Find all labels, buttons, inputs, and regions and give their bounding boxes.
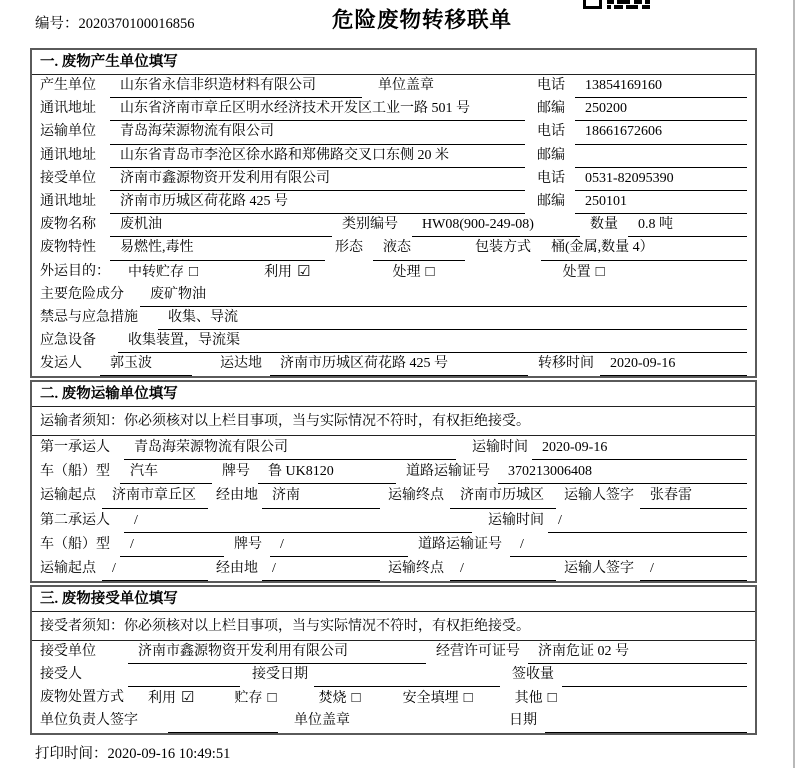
checkbox-icon: □ <box>547 690 557 706</box>
checkbox-checked-icon: ☑ <box>181 690 195 706</box>
disposal-option-other <box>515 687 557 710</box>
section-receiver-title: 三. 废物接受单位填写 <box>32 587 755 612</box>
disposal-option-landfill <box>403 687 473 710</box>
waste-quantity-label: 数量 <box>590 217 618 233</box>
plate-2-label: 牌号 <box>234 536 262 552</box>
row-accept-unit <box>32 641 755 664</box>
road-permit-value: 370213006408 <box>498 460 747 484</box>
route-end-2-value: / <box>450 557 556 581</box>
second-carrier-value: / <box>124 509 472 533</box>
waste-form-label: 形态 <box>335 240 363 256</box>
unit-stamp-label: 单位盖章 <box>378 78 434 93</box>
vehicle-type-2-label: 车（船）型 <box>40 536 110 552</box>
emergency-measures-value: 收集、导流 <box>158 307 747 330</box>
route-via-2-value: / <box>262 557 380 581</box>
vehicle-type-value: 汽车 <box>120 460 212 484</box>
checkbox-icon: □ <box>351 690 361 706</box>
accept-date-label: 接受日期 <box>252 667 308 682</box>
route-via-2-label: 经由地 <box>216 560 258 576</box>
route-start-label: 运输起点 <box>40 488 96 504</box>
shipper-value: 郭玉波 <box>100 353 192 376</box>
transfer-time-value: 2020-09-16 <box>600 353 747 376</box>
destination-label: 运达地 <box>220 356 262 372</box>
section-transporter <box>30 380 757 583</box>
disposal-method-label: 废物处置方式 <box>40 690 124 705</box>
transport-time-value: 2020-09-16 <box>532 436 747 460</box>
producer-zip-label: 邮编 <box>537 101 565 117</box>
producer-unit-label: 产生单位 <box>40 78 96 93</box>
checkbox-checked-icon: ☑ <box>297 263 311 280</box>
document-number-value: 2020370100016856 <box>78 16 195 32</box>
responsible-sign-value <box>168 710 278 733</box>
disposal-option-incinerate <box>319 687 361 710</box>
transport-zip-value <box>575 145 747 168</box>
row-first-carrier <box>32 436 755 460</box>
option-label: 处置 <box>562 264 591 280</box>
row-hazard-component <box>32 284 755 307</box>
route-start-2-value: / <box>102 557 208 581</box>
receiver-notice: 接受者须知：你必须核对以上栏目事项，当与实际情况不符时，有权拒绝接受。 <box>32 612 755 641</box>
disposal-option-utilize <box>148 687 194 710</box>
plate-label: 牌号 <box>222 464 250 480</box>
row-route-2 <box>32 557 755 581</box>
row-second-carrier <box>32 509 755 533</box>
carrier-sign-label: 运输人签字 <box>564 488 634 504</box>
row-transfer-purpose <box>32 261 755 284</box>
row-vehicle-1 <box>32 460 755 484</box>
option-label: 利用 <box>148 691 176 706</box>
section-producer <box>30 48 757 378</box>
option-label: 贮存 <box>234 691 263 706</box>
route-end-label: 运输终点 <box>388 488 444 504</box>
row-route-1 <box>32 484 755 508</box>
accept-unit-label: 接受单位 <box>40 644 96 659</box>
accept-date-value <box>314 664 500 687</box>
producer-unit-value: 山东省永信非织造材料有限公司 <box>110 75 362 98</box>
waste-character-label: 废物特性 <box>40 240 96 256</box>
first-carrier-label: 第一承运人 <box>40 440 110 455</box>
checkbox-icon: □ <box>463 690 473 706</box>
route-via-value: 济南 <box>262 484 380 508</box>
transport-tel-label: 电话 <box>537 124 565 140</box>
transport-unit-label: 运输单位 <box>40 124 96 140</box>
window-edge-divider <box>793 0 795 768</box>
vehicle-type-2-value: / <box>120 533 224 557</box>
row-waste-name <box>32 214 755 237</box>
route-start-2-label: 运输起点 <box>40 560 96 576</box>
plate-2-value: / <box>270 533 408 557</box>
row-producer-unit <box>32 75 755 98</box>
checkbox-icon: □ <box>267 690 277 706</box>
shipper-label: 发运人 <box>40 356 82 372</box>
row-vehicle-2 <box>32 533 755 557</box>
hazard-component-label: 主要危险成分 <box>40 286 124 302</box>
carrier-sign-value: 张春雷 <box>640 484 747 508</box>
transfer-purpose-label: 外运目的： <box>40 263 110 279</box>
emergency-equipment-label: 应急设备 <box>40 333 96 349</box>
transport-address-label: 通讯地址 <box>40 147 96 163</box>
transport-time-2-label: 运输时间 <box>488 512 544 528</box>
packing-value: 桶(金属,数量 4） <box>541 237 747 260</box>
date-value <box>545 710 747 733</box>
option-label: 中转贮存 <box>128 264 184 280</box>
purpose-option-treat <box>393 261 435 284</box>
document-number <box>35 12 195 33</box>
page-title: 危险废物转移联单 <box>332 8 513 32</box>
producer-tel-label: 电话 <box>537 78 565 93</box>
receiver-zip-label: 邮编 <box>537 193 565 209</box>
option-label: 其他 <box>514 691 543 706</box>
road-permit-label: 道路运输证号 <box>406 464 490 480</box>
plate-value: 鲁 UK8120 <box>258 460 396 484</box>
option-label: 焚烧 <box>318 691 347 706</box>
row-waste-character <box>32 237 755 260</box>
destination-value: 济南市历城区荷花路 425 号 <box>270 353 528 376</box>
checkbox-icon: □ <box>595 263 605 280</box>
sign-quantity-label: 签收量 <box>512 667 554 682</box>
date-label: 日期 <box>509 713 537 728</box>
waste-character-value: 易燃性,毒性 <box>110 237 325 260</box>
license-value: 济南危证 02 号 <box>528 641 747 664</box>
road-permit-2-value: / <box>510 533 747 557</box>
sign-quantity-value <box>562 664 747 687</box>
row-shipper <box>32 353 755 376</box>
transport-tel-value: 18661672606 <box>575 121 747 144</box>
row-transport-unit <box>32 121 755 144</box>
first-carrier-value: 青岛海荣源物流有限公司 <box>124 436 456 460</box>
waste-category-value: HW08(900-249-08) <box>412 214 580 237</box>
receiver-zip-value: 250101 <box>575 191 747 214</box>
print-time-value: 2020-09-16 10:49:51 <box>107 746 231 762</box>
spacer <box>350 710 509 733</box>
waste-quantity-value: 0.8 吨 <box>628 214 747 237</box>
row-receiver-address <box>32 191 755 214</box>
section-receiver <box>30 585 757 735</box>
vehicle-type-label: 车（船）型 <box>40 464 110 480</box>
acceptor-label: 接受人 <box>40 667 82 682</box>
qr-code-fragment-icon <box>583 0 650 9</box>
row-emergency-measures <box>32 307 755 330</box>
second-carrier-label: 第二承运人 <box>40 512 110 528</box>
accept-unit-value: 济南市鑫源物资开发利用有限公司 <box>128 641 426 664</box>
row-receiver-unit <box>32 168 755 191</box>
producer-address-label: 通讯地址 <box>40 101 96 117</box>
print-time <box>35 742 230 763</box>
print-time-label: 打印时间： <box>35 746 108 762</box>
producer-zip-value: 250200 <box>575 98 747 121</box>
carrier-sign-2-label: 运输人签字 <box>564 560 634 576</box>
disposal-option-storage <box>234 687 276 710</box>
receiver-address-label: 通讯地址 <box>40 193 96 209</box>
waste-name-value: 废机油 <box>110 214 332 237</box>
option-label: 安全填埋 <box>402 691 459 706</box>
section-producer-title: 一. 废物产生单位填写 <box>32 50 755 75</box>
route-start-value: 济南市章丘区 <box>102 484 208 508</box>
row-responsible-sign <box>32 710 755 733</box>
receiver-tel-value: 0531-82095390 <box>575 168 747 191</box>
transport-zip-label: 邮编 <box>537 147 565 163</box>
emergency-equipment-value: 收集装置，导流渠 <box>118 330 747 353</box>
row-acceptor <box>32 664 755 687</box>
spacer <box>434 75 537 98</box>
producer-tel-value: 13854169160 <box>575 75 747 98</box>
row-transport-address <box>32 145 755 168</box>
section-transporter-title: 二. 废物运输单位填写 <box>32 382 755 407</box>
row-disposal-method <box>32 687 755 710</box>
receiver-unit-label: 接受单位 <box>40 170 96 186</box>
producer-address-value: 山东省济南市章丘区明水经济技术开发区工业一路 501 号 <box>110 98 525 121</box>
license-label: 经营许可证号 <box>436 644 520 659</box>
route-via-label: 经由地 <box>216 488 258 504</box>
receiver-tel-label: 电话 <box>537 170 565 186</box>
carrier-sign-2-value: / <box>640 557 747 581</box>
route-end-value: 济南市历城区 <box>450 484 556 508</box>
document-number-label: 编号： <box>35 16 79 32</box>
transporter-notice: 运输者须知：你必须核对以上栏目事项，当与实际情况不符时，有权拒绝接受。 <box>32 407 755 436</box>
transport-unit-value: 青岛海荣源物流有限公司 <box>110 121 525 144</box>
unit-stamp-2-label: 单位盖章 <box>294 713 350 728</box>
transport-address-value: 山东省青岛市李沧区徐水路和郑佛路交叉口东侧 20 米 <box>110 145 525 168</box>
waste-category-label: 类别编号 <box>342 217 398 233</box>
responsible-sign-label: 单位负责人签字 <box>40 713 138 728</box>
option-label: 处理 <box>392 264 421 280</box>
transport-time-label: 运输时间 <box>472 440 528 455</box>
route-end-2-label: 运输终点 <box>388 560 444 576</box>
purpose-option-utilize <box>264 261 310 284</box>
waste-form-value: 液态 <box>373 237 465 260</box>
purpose-option-transfer-storage <box>128 261 198 284</box>
acceptor-value <box>128 664 240 687</box>
emergency-measures-label: 禁忌与应急措施 <box>40 309 138 325</box>
receiver-address-value: 济南市历城区荷花路 425 号 <box>110 191 525 214</box>
checkbox-icon: □ <box>425 263 435 280</box>
transfer-time-label: 转移时间 <box>538 356 594 372</box>
option-label: 利用 <box>264 264 293 280</box>
road-permit-2-label: 道路运输证号 <box>418 536 502 552</box>
transport-time-2-value: / <box>548 509 747 533</box>
receiver-unit-value: 济南市鑫源物资开发利用有限公司 <box>110 168 525 191</box>
checkbox-icon: □ <box>189 263 199 280</box>
hazard-component-value: 废矿物油 <box>140 284 747 307</box>
waste-name-label: 废物名称 <box>40 217 96 233</box>
row-producer-address <box>32 98 755 121</box>
row-emergency-equipment <box>32 330 755 353</box>
purpose-option-dispose <box>563 261 605 284</box>
packing-label: 包装方式 <box>475 240 531 256</box>
